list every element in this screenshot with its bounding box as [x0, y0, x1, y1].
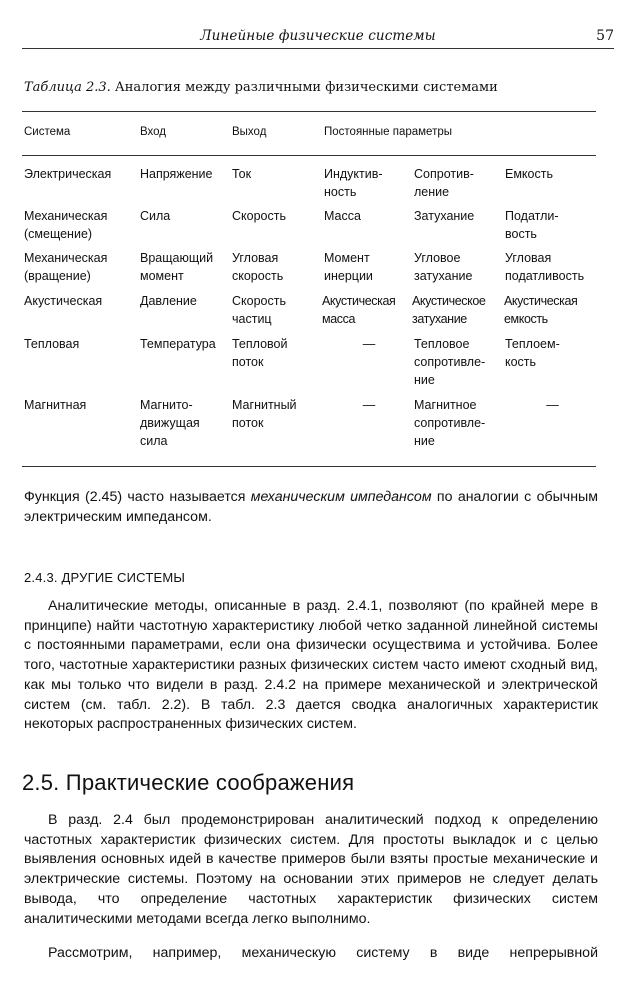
- column-header-input: Вход: [140, 126, 167, 138]
- paragraph-practical-2: Рассмотрим, например, механическую систему в виде непрерывной: [48, 945, 598, 961]
- table-cell: Давление: [140, 294, 197, 308]
- paragraph-text: по аналогии с обычным электрическим импедансом.: [24, 489, 598, 525]
- running-head: [22, 26, 614, 49]
- table-cell: Скорость: [232, 209, 286, 223]
- table-cell: Податли- вость: [505, 209, 559, 241]
- table-cell: Теплоем- кость: [505, 337, 560, 369]
- table-cell: Ток: [232, 167, 252, 181]
- table-cell: Индуктив- ность: [324, 167, 383, 199]
- table-cell: Тепловое сопротивле- ние: [414, 337, 486, 387]
- table-cell: Тепловой поток: [232, 337, 288, 369]
- table-cell: Механическая (вращение): [24, 251, 108, 283]
- table-caption-text: Аналогия между различными физическими системами: [114, 80, 498, 95]
- paragraph-practical-1: В разд. 2.4 был продемонстрирован аналитический подход к определению частотных характеристик физических систем. Для простоты выкладок и с целью выявления основных идей в качестве примеров были взяты простые механические и электрические системы. Поэтому на основании этих примеров не следует делать вывода, что определение частотных характеристик физических систем аналитическими методами всегда легко выполнимо.: [24, 812, 598, 927]
- table-cell: —: [362, 398, 376, 412]
- paragraph-other-systems: Аналитические методы, описанные в разд. 2.4.1, позволяют (по крайней мере в принципе) найти частотную характеристику любой четко заданной линейной системы с постоянными параметрами, если она физически осуществима и устойчива. Более того, частотные характеристики разных физических систем часто имеют сходный вид, как мы только что видели в разд. 2.4.2 на примере механической и электрической систем (см. табл. 2.2). В табл. 2.3 дается сводка аналогичных характеристик некоторых распространенных физических систем.: [24, 598, 598, 733]
- paragraph-text: Функция (2.45) часто называется: [24, 489, 251, 505]
- table-cell: Угловое затухание: [414, 251, 473, 283]
- table-bottom-rule: [22, 466, 596, 467]
- page-number: 57: [596, 28, 614, 44]
- paragraph-mechanical-impedance: [24, 488, 598, 527]
- column-header-output: Выход: [232, 126, 267, 138]
- emphasized-term: механическим импедансом: [250, 489, 432, 505]
- table-cell: Угловая скорость: [232, 251, 284, 283]
- table-cell: Электрическая: [24, 167, 112, 181]
- table-cell: Масса: [324, 209, 361, 223]
- table-cell: —: [546, 398, 559, 412]
- table-cell: Вращающий момент: [140, 251, 214, 283]
- table-cell: Акустическая емкость: [504, 294, 578, 326]
- table-top-rule: [22, 111, 596, 112]
- table-header-rule: [22, 155, 596, 156]
- table-cell: Магнитное сопротивле- ние: [414, 398, 486, 448]
- section-heading: 2.5. Практические соображения: [22, 770, 355, 795]
- table-cell: Акустическая: [24, 294, 103, 308]
- table-cell: Скорость частиц: [232, 294, 286, 326]
- table-cell: Угловая податливость: [505, 251, 585, 283]
- table-cell: Акустическое затухание: [412, 294, 486, 326]
- table-cell: Акустическая масса: [322, 294, 396, 326]
- table-cell: Механическая (смещение): [24, 209, 108, 241]
- table-cell: Температура: [140, 337, 216, 351]
- column-header-parameters: Постоянные параметры: [324, 126, 452, 138]
- table-caption: [24, 80, 614, 95]
- table-caption-label: Таблица 2.3.: [24, 80, 111, 95]
- table-cell: Затухание: [414, 209, 475, 223]
- subsection-heading: 2.4.3. ДРУГИЕ СИСТЕМЫ: [24, 570, 186, 585]
- table-cell: Магнитная: [24, 398, 87, 412]
- table-cell: Магнитный поток: [232, 398, 297, 430]
- table-cell: Сопротив- ление: [414, 167, 474, 199]
- table-cell: Тепловая: [24, 337, 80, 351]
- table-cell: Сила: [140, 209, 171, 223]
- table-cell: Момент инерции: [324, 251, 373, 283]
- table-cell: Емкость: [505, 167, 553, 181]
- column-header-system: Система: [24, 126, 71, 138]
- table-cell: Напряжение: [140, 167, 213, 181]
- table-cell: Магнито- движущая сила: [140, 398, 200, 448]
- running-title: Линейные физические системы: [200, 28, 436, 44]
- table-cell: —: [362, 337, 376, 351]
